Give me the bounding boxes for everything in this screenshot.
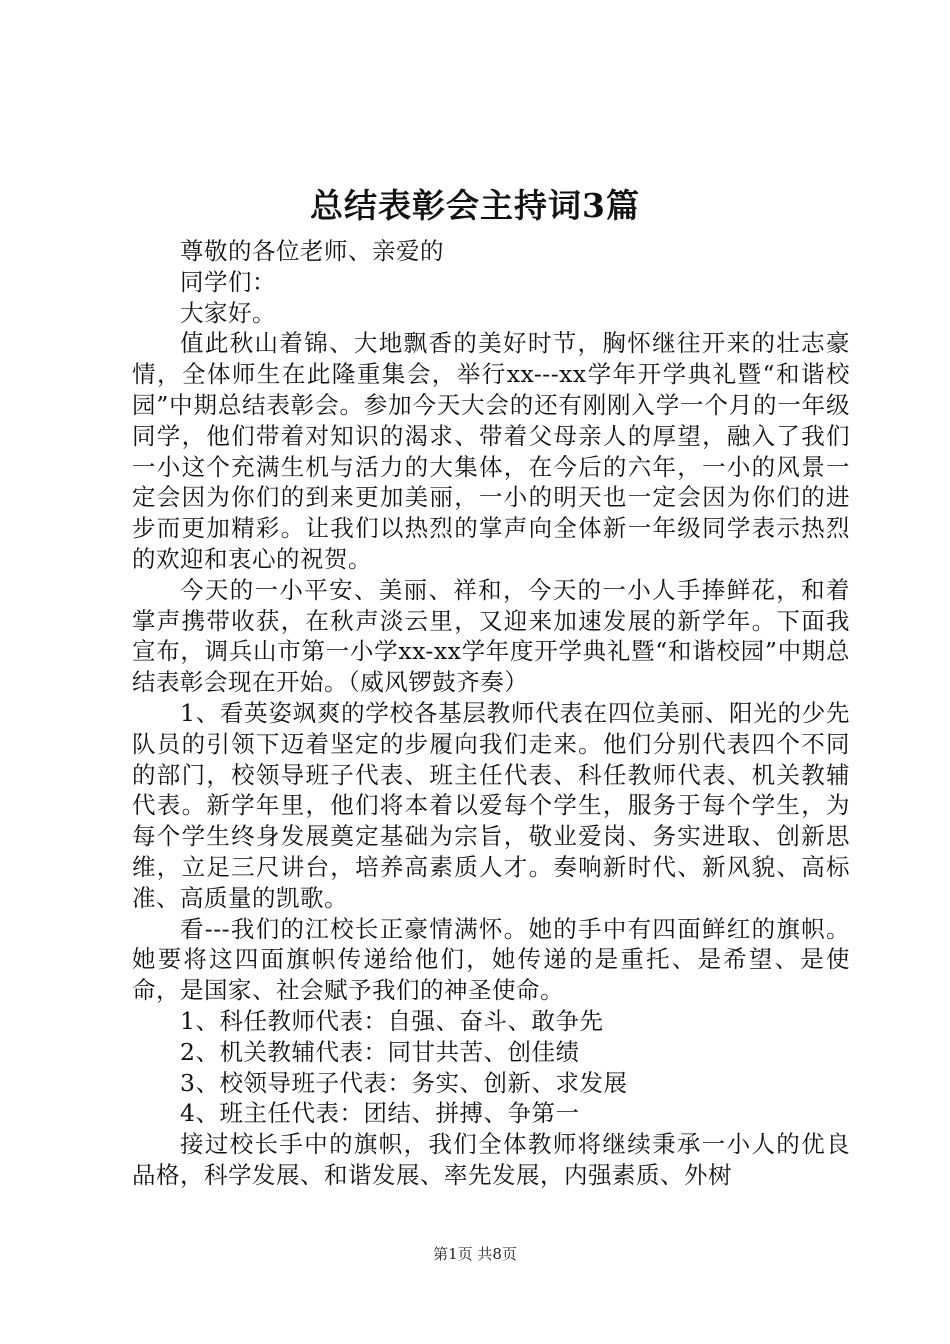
paragraph-closing-partial: 接过校长手中的旗帜，我们全体教师将继续秉承一小人的优良品格，科学发展、和谐发展、率先发展，内强素质、外树 <box>132 1130 850 1189</box>
paragraph-hello: 大家好。 <box>180 298 276 327</box>
paragraph-announcement: 今天的一小平安、美丽、祥和，今天的一小人手捧鲜花，和着掌声携带收获，在秋声淡云里，又迎来加速发展的新学年。下面我宣布，调兵山市第一小学xx-xx学年度开学典礼暨“和谐校园”中期总结表彰会现在开始。（威风锣鼓齐奏） <box>132 575 850 697</box>
list-item-subject-teachers: 1、科任教师代表：自强、奋斗、敢争先 <box>180 1006 604 1035</box>
list-item-support-staff: 2、机关教辅代表：同甘共苦、创佳绩 <box>180 1037 580 1066</box>
document-title: 总结表彰会主持词3篇 <box>310 186 640 225</box>
paragraph-opening: 值此秋山着锦、大地飘香的美好时节，胸怀继往开来的壮志豪情，全体师生在此隆重集会，举行xx---xx学年开学典礼暨“和谐校园”中期总结表彰会。参加今天大会的还有刚刚入学一个月的一年级同学，他们带着对知识的渴求、带着父母亲人的厚望，融入了我们一小这个充满生机与活力的大集体，在今后的六年，一小的风景一定会因为你们的到来更加美丽，一小的明天也一定会因为你们的进步而更加精彩。让我们以热烈的掌声向全体新一年级同学表示热烈的欢迎和衷心的祝贺。 <box>132 329 850 573</box>
page-footer: 第1页 共8页 <box>433 1245 517 1263</box>
paragraph-teacher-representatives: 1、看英姿飒爽的学校各基层教师代表在四位美丽、阳光的少先队员的引领下迈着坚定的步履向我们走来。他们分别代表四个不同的部门，校领导班子代表、班主任代表、科任教师代表、机关教辅代表。新学年里，他们将本着以爱每个学生，服务于每个学生，为每个学生终身发展奠定基础为宗旨，敬业爱岗、务实进取、创新思维，立足三尺讲台，培养高素质人才。奏响新时代、新风貌、高标准、高质量的凯歌。 <box>132 698 850 912</box>
list-item-school-leaders: 3、校领导班子代表：务实、创新、求发展 <box>180 1068 628 1097</box>
paragraph-greeting: 尊敬的各位老师、亲爱的 <box>180 237 444 265</box>
paragraph-principal-flags: 看---我们的江校长正豪情满怀。她的手中有四面鲜红的旗帜。她要将这四面旗帜传递给他们，她传递的是重托、是希望、是使命，是国家、社会赋予我们的神圣使命。 <box>132 914 850 1005</box>
document-body <box>132 236 850 1191</box>
list-item-class-teachers: 4、班主任代表：团结、拼搏、争第一 <box>180 1099 580 1128</box>
paragraph-greeting-students: 同学们： <box>180 267 276 296</box>
